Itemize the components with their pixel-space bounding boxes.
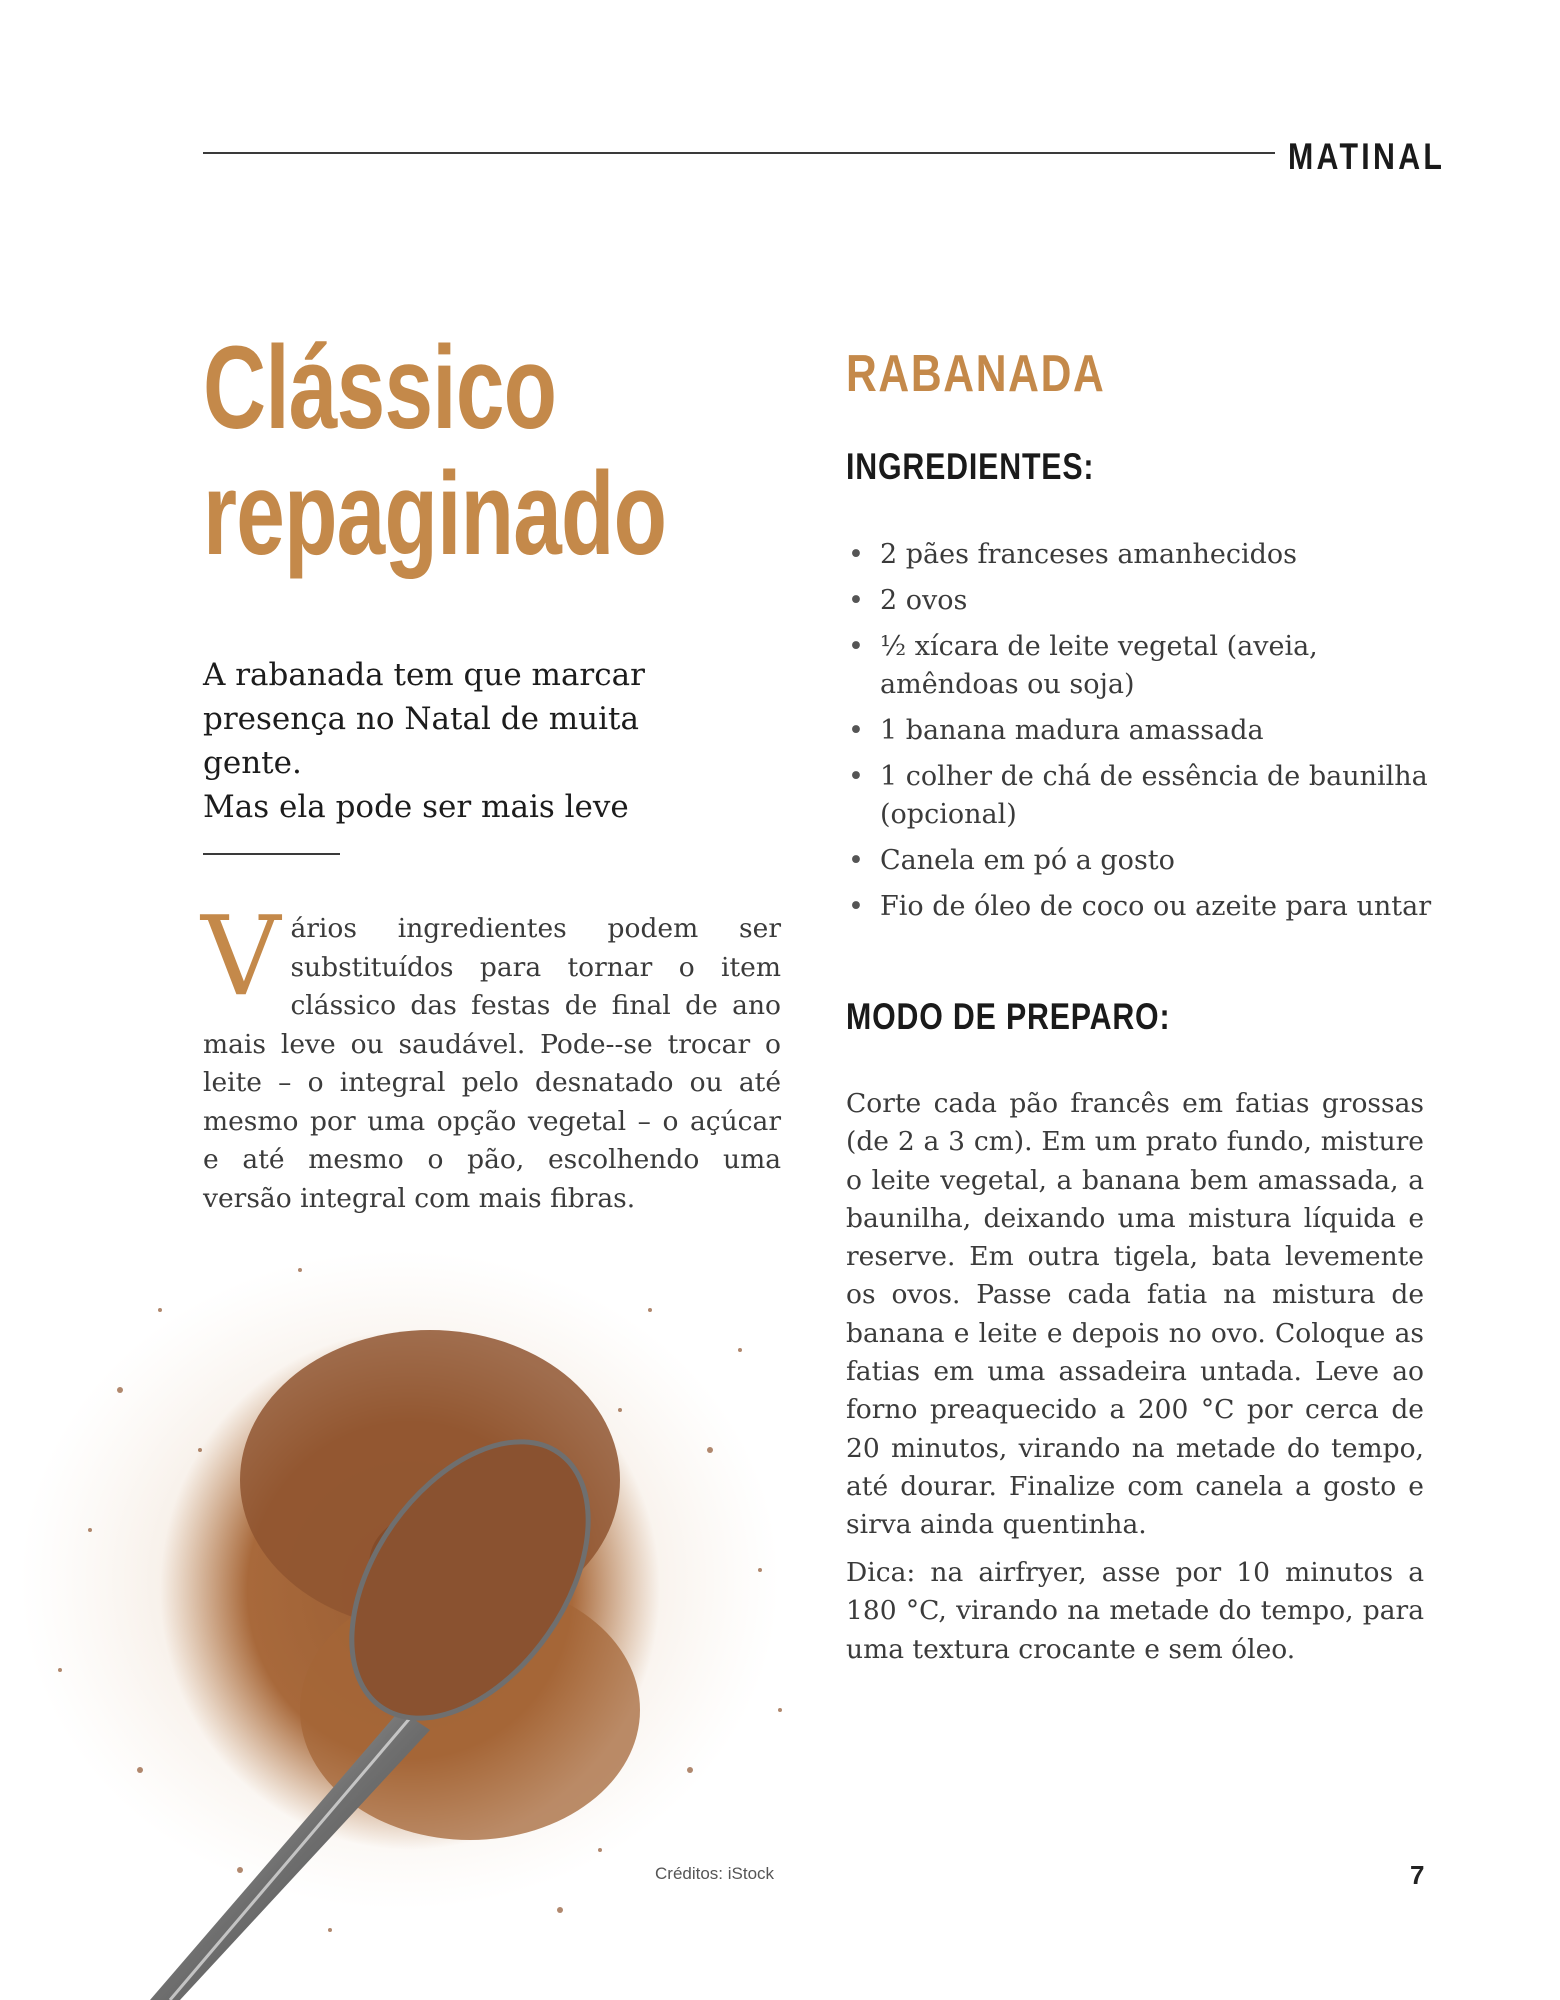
prep-text: Corte cada pão francês em fatias grossas (de 2 a 3 cm). Em um prato fundo, misture o leite vegetal, a banana bem amassada, a baunilha, deixando uma mistura líquida e reserve. Em outra tigela, bata levemente os ovos. Passe cada fatia na mistura de banana e leite e depois no ovo. Coloque as fatias em uma assadeira untada. Leve ao forno preaquecido a 200 °C por cerca de 20 minutos, virando na metade do tempo, até dourar. Finalize com canela a gosto e sirva ainda quentinha. bbox=[846, 1088, 1424, 1541]
lead-line-1: A rabanada tem que marcar bbox=[203, 657, 645, 693]
recipe-name: RABANADA bbox=[846, 345, 1106, 403]
tip-text: Dica: na airfryer, asse por 10 minutos a 180 °C, virando na metade do tempo, para uma textura crocante e sem óleo. bbox=[846, 1557, 1424, 1665]
ingredients-list bbox=[846, 536, 1436, 934]
lead-divider bbox=[203, 853, 340, 855]
list-item: • 1 colher de chá de essência de baunilha (opcional) bbox=[846, 758, 1436, 834]
drop-cap: V bbox=[201, 892, 281, 1020]
photo-credits: Créditos: iStock bbox=[655, 1864, 775, 1883]
list-item: • 2 ovos bbox=[846, 582, 1436, 620]
list-item: • ½ xícara de leite vegetal (aveia, amêndoas ou soja) bbox=[846, 628, 1436, 704]
header-rule bbox=[203, 152, 1275, 154]
section-label: MATINAL bbox=[1288, 136, 1446, 177]
article-lead bbox=[203, 653, 723, 829]
lead-line-3: Mas ela pode ser mais leve bbox=[203, 789, 629, 825]
article-title bbox=[203, 322, 667, 580]
lead-line-2: presença no Natal de muita gente. bbox=[203, 701, 639, 781]
page-number: 7 bbox=[1410, 1860, 1425, 1890]
title-line-2: repaginado bbox=[203, 448, 667, 580]
ingredients-heading: INGREDIENTES: bbox=[846, 446, 1095, 487]
title-line-1: Clássico bbox=[203, 322, 557, 454]
list-item: • 2 pães franceses amanhecidos bbox=[846, 536, 1436, 574]
list-item: • Fio de óleo de coco ou azeite para untar bbox=[846, 888, 1436, 926]
list-item: • 1 banana madura amassada bbox=[846, 712, 1436, 750]
list-item: • Canela em pó a gosto bbox=[846, 842, 1436, 880]
article-body-text: ários ingredientes podem ser substituídos para tornar o item clássico das festas de final de ano mais leve ou saudável. Pode--se trocar o leite – o integral pelo desnatado ou até mesmo por uma opção vegetal – o açúcar e até mesmo o pão, escolhendo uma versão integral com mais fibras. bbox=[203, 913, 781, 1214]
prep-heading: MODO DE PREPARO: bbox=[846, 996, 1171, 1037]
